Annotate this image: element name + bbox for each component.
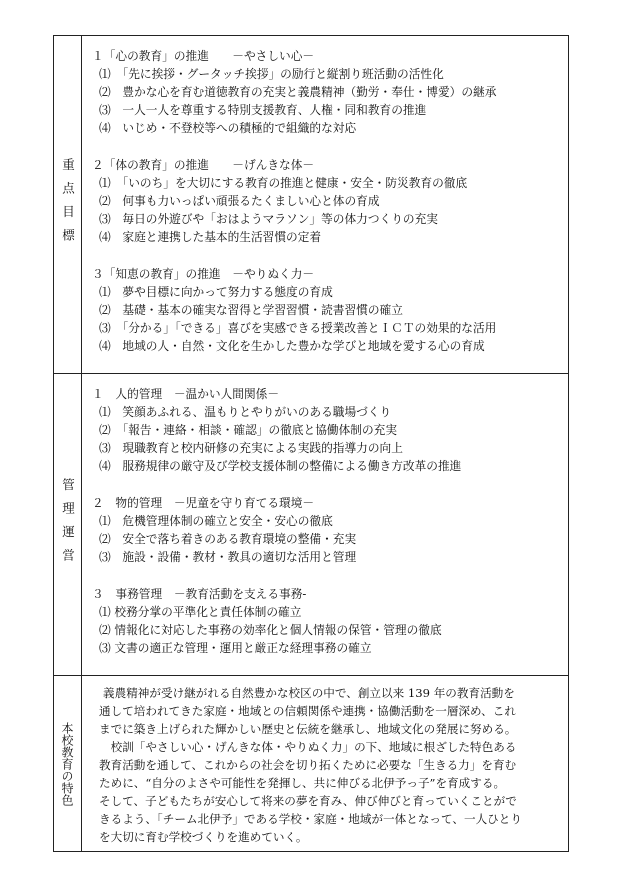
list-item: ⑵ 基礎・基本の確実な習得と学習習慣・読書習慣の確立 xyxy=(99,303,403,317)
row-priority-goals xyxy=(54,36,568,373)
row-school-features xyxy=(54,675,568,851)
paragraph-line: きるよう、「チーム北伊予」である学校・家庭・地域が一体となって、一人ひとり xyxy=(99,812,522,826)
list-item: ⑶ 一人一人を尊重する特別支援教育、人権・同和教育の推進 xyxy=(99,103,427,117)
paragraph-line: そして、子どもたちが安心して将来の夢を育み、伸び伸びと育っていくことがで xyxy=(99,794,517,808)
list-item: ⑶ 現職教育と校内研修の充実による実践的指導力の向上 xyxy=(99,441,403,455)
list-item: ⑵ 安全で落ち着きのある教育環境の整備・充実 xyxy=(99,532,357,546)
list-item: ⑷ 家庭と連携した基本的生活習慣の定着 xyxy=(99,230,322,244)
list-item: ⑷ 地域の人・自然・文化を生かした豊かな学びと地域を愛する心の育成 xyxy=(99,339,485,353)
paragraph-line: 教育活動を通して、これからの社会を切り拓くために必要な「生きる力」を育む xyxy=(99,758,517,772)
paragraph-line: を大切に育む学校づくりを進めていく。 xyxy=(99,830,308,844)
list-item: ⑷ いじめ・不登校等への積極的で組織的な対応 xyxy=(99,121,357,135)
paragraph-line: 義農精神が受け継がれる自然豊かな校区の中で、創立以来 139 年の教育活動を xyxy=(103,686,515,700)
document-table xyxy=(53,35,569,852)
list-item: ⑴ 笑顔あふれる、温もりとやりがいのある職場づくり xyxy=(99,405,392,419)
section-heading: １「心の教育」の推進 －やさしい心－ xyxy=(92,49,315,63)
list-item: ⑴ 夢や目標に向かって努力する態度の育成 xyxy=(99,285,333,299)
section-heading: ２「体の教育」の推進 －げんきな体－ xyxy=(92,158,315,172)
section-heading: ３ 事務管理 －教育活動を支える事務- xyxy=(92,587,307,601)
list-item: ⑶ 施設・設備・教材・教具の適切な活用と管理 xyxy=(99,550,357,564)
list-item: ⑴ 危機管理体制の確立と安全・安心の徹底 xyxy=(99,514,333,528)
row-label: 管理運営 xyxy=(60,477,76,572)
list-item: ⑶ 「分かる」「できる」喜びを実感できる授業改善とＩＣＴの効果的な活用 xyxy=(99,321,497,335)
list-item: ⑵ 「報告・連絡・相談・確認」の徹底と協働体制の充実 xyxy=(99,423,398,437)
list-item: ⑷ 服務規律の厳守及び学校支援体制の整備による働き方改革の推進 xyxy=(99,459,462,473)
row-label: 本校教育の特色 xyxy=(60,721,74,806)
list-item: ⑶ 文書の適正な管理・運用と厳正な経理事務の確立 xyxy=(99,641,372,655)
section-heading: ２ 物的管理 －児童を守り育てる環境－ xyxy=(92,496,315,510)
paragraph-line: 通して培われてきた家庭・地域との信頼関係や連携・協働活動を一層深め、これ xyxy=(99,704,516,718)
content-cell xyxy=(82,676,568,851)
paragraph-line: までに築き上げられた輝かしい歴史と伝統を継承し、地域文化の発展に努める。 xyxy=(99,722,517,736)
row-label: 重点目標 xyxy=(60,157,76,252)
row-management xyxy=(54,373,568,675)
content-cell xyxy=(82,374,568,675)
section-heading: ３「知恵の教育」の推進 －やりぬく力－ xyxy=(92,267,315,281)
list-item: ⑴ 「先に挨拶・グータッチ挨拶」の励行と縦割り班活動の活性化 xyxy=(99,67,444,81)
label-cell xyxy=(54,374,82,675)
content-cell xyxy=(82,36,568,373)
section-heading: １ 人的管理 －温かい人間関係－ xyxy=(92,387,280,401)
paragraph-line: 校訓「やさしい心・げんきな体・やりぬく力」の下、地域に根ざした特色ある xyxy=(99,740,517,754)
label-cell xyxy=(54,36,82,373)
list-item: ⑵ 情報化に対応した事務の効率化と個人情報の保管・管理の徹底 xyxy=(99,623,442,637)
list-item: ⑵ 豊かな心を育む道徳教育の充実と義農精神（勤労・奉仕・博愛）の継承 xyxy=(99,85,497,99)
paragraph-line: ために、“自分のよさや可能性を発揮し、共に伸びる北伊予っ子”を育成する。 xyxy=(99,776,506,790)
label-cell xyxy=(54,676,82,851)
list-item: ⑴ 「いのち」を大切にする教育の推進と健康・安全・防災教育の徹底 xyxy=(99,176,468,190)
list-item: ⑴ 校務分掌の平準化と責任体制の確立 xyxy=(99,605,302,619)
list-item: ⑶ 毎日の外遊びや「おはようマラソン」等の体力つくりの充実 xyxy=(99,212,438,226)
list-item: ⑵ 何事も力いっぱい頑張るたくましい心と体の育成 xyxy=(99,194,380,208)
